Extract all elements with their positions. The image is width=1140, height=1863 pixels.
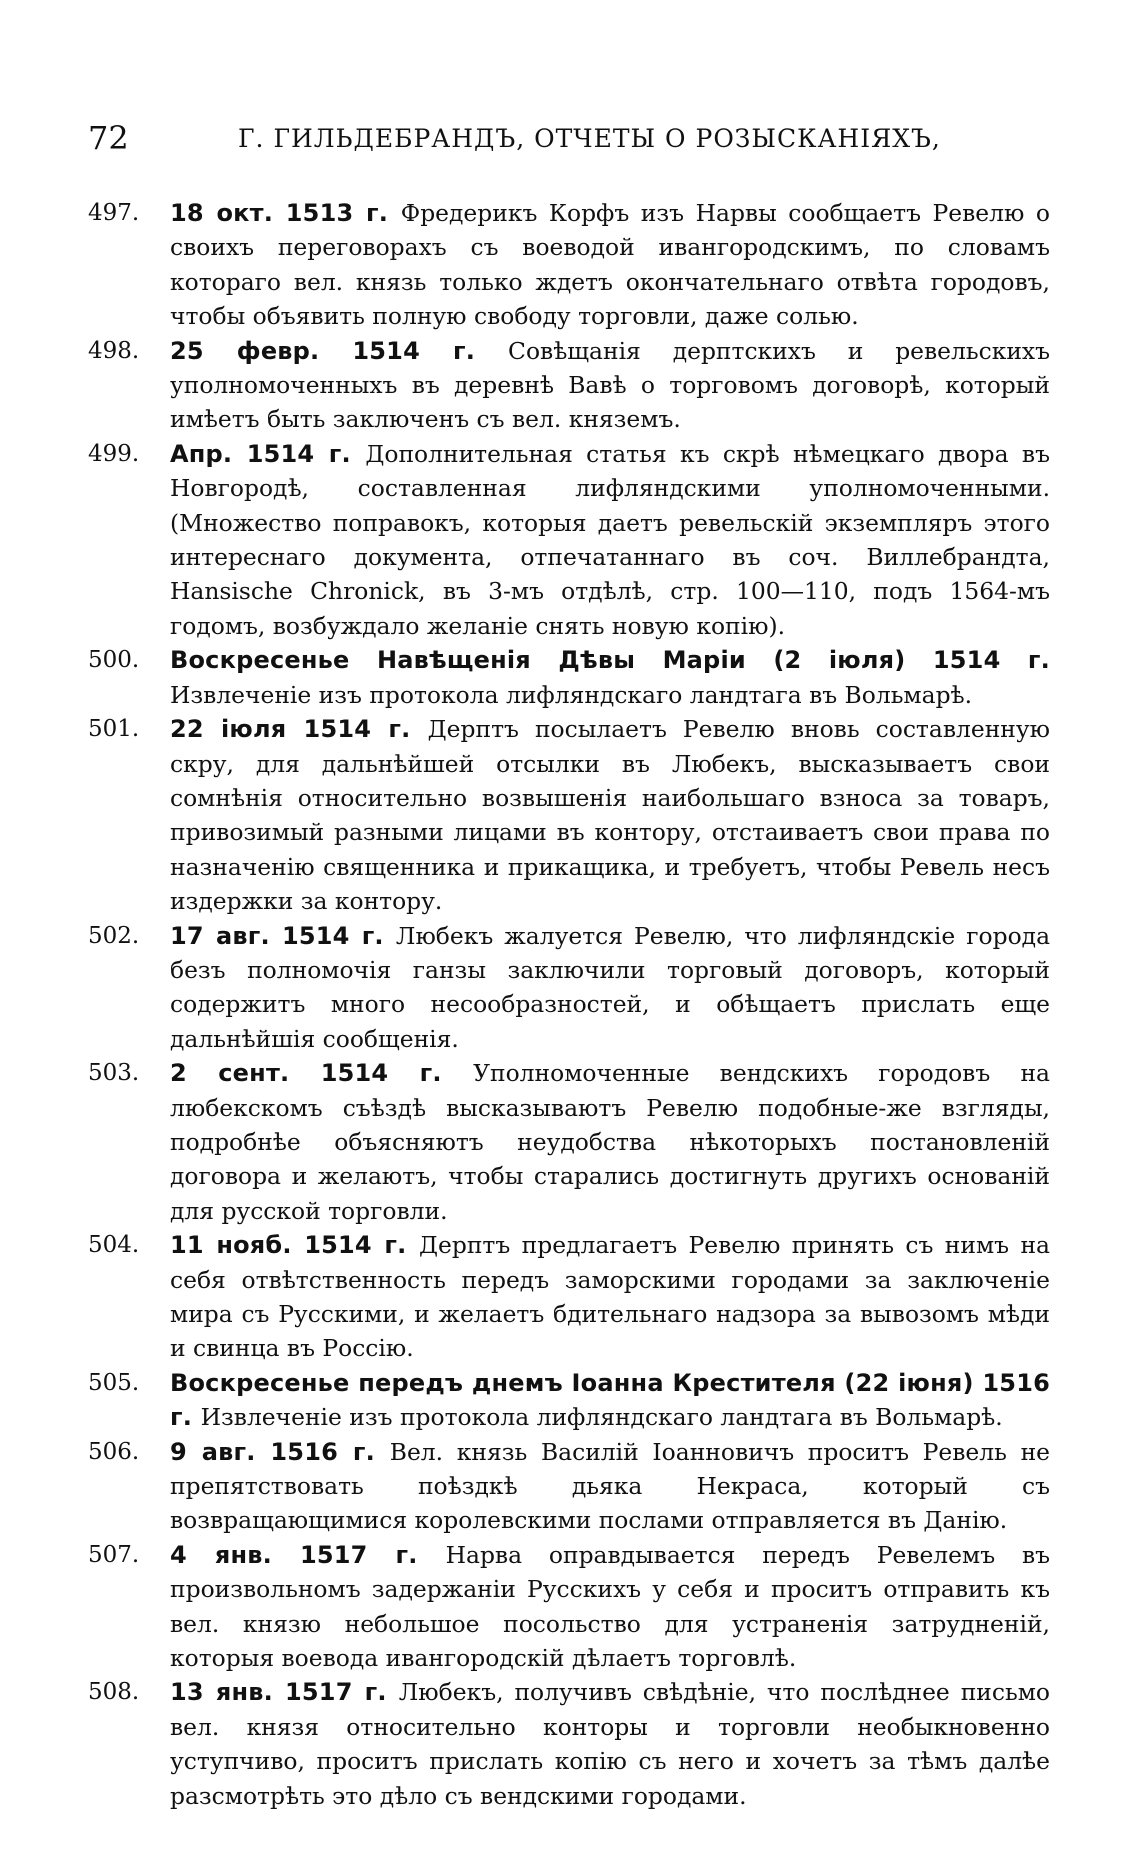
entry-date: 11 нояб. 1514 г.	[170, 1231, 419, 1260]
entry-499	[88, 437, 1050, 643]
entry-497	[88, 196, 1050, 334]
entry-text: Вел. князь Василій Іоанновичъ проситъ Ревель не препятствовать поѣздкѣ дьяка Некраса, который съ возвращающимися королевскими послами отправляется въ Данію.	[170, 1437, 1050, 1535]
entry-number: 507.	[88, 1541, 140, 1568]
entry-text: Извлеченіе изъ протокола лифляндскаго ландтага въ Вольмарѣ.	[170, 680, 973, 709]
entry-number: 502.	[88, 922, 140, 949]
entry-505	[88, 1366, 1050, 1435]
entry-date: 2 сент. 1514 г.	[170, 1059, 474, 1088]
entry-502	[88, 919, 1050, 1057]
entry-text: Дерптъ посылаетъ Ревелю вновь составленную скру, для дальнѣйшей отсылки въ Любекъ, высказываетъ свои сомнѣнія относительно возвышенія наибольшаго взноса за товаръ, привозимый разными лицами въ контору, отстаиваетъ свои права по назначенію священника и прикащика, и требуетъ, чтобы Ревель несъ издержки за контору.	[170, 715, 1050, 916]
entry-text: Любекъ жалуется Ревелю, что лифляндскіе города безъ полномочія ганзы заключили торговый договоръ, который содержитъ много несообразностей, и обѣщаетъ прислать еще дальнѣйшія сообщенія.	[170, 921, 1051, 1053]
entry-date: Воскресенье передъ днемъ Іоанна Крестителя (22 іюня) 1516 г.	[170, 1368, 1050, 1432]
entry-text: Фредерикъ Корфъ изъ Нарвы сообщаетъ Ревелю о своихъ переговорахъ съ воеводой ивангородскимъ, по словамъ котораго вел. князь только ждетъ окончательнаго отвѣта городовъ, чтобы объявить полную свободу торговли, даже солью.	[170, 199, 1050, 331]
entry-number: 501.	[88, 716, 140, 743]
page-number: 72	[88, 119, 129, 157]
entry-506	[88, 1435, 1050, 1538]
entry-date: 22 іюля 1514 г.	[170, 715, 428, 744]
entry-date: 25 февр. 1514 г.	[170, 336, 509, 365]
entry-text: Уполномоченные вендскихъ городовъ на любекскомъ съѣздѣ высказываютъ Ревелю подобные-же взгляды, подробнѣе объясняютъ неудобства нѣкоторыхъ постановленій договора и желаютъ, чтобы старались достигнуть другихъ основаній для русской торговли.	[170, 1059, 1051, 1225]
entry-number: 506.	[88, 1438, 140, 1465]
entry-number: 497.	[88, 200, 140, 226]
entry-number: 508.	[88, 1679, 140, 1706]
entry-number: 503.	[88, 1060, 140, 1087]
entry-507	[88, 1538, 1050, 1676]
entry-508	[88, 1675, 1050, 1813]
entry-number: 504.	[88, 1232, 140, 1259]
entry-date: 4 янв. 1517 г.	[170, 1540, 446, 1569]
entry-text: Нарва оправдывается передъ Ревелемъ въ произвольномъ задержаніи Русскихъ у себя и проситъ отправить къ вел. князю небольшое посольство для устраненія затрудненій, которыя воевода ивангородскій дѣлаетъ торговлѣ.	[170, 1540, 1050, 1673]
entry-text: Любекъ, получивъ свѣдѣніе, что послѣднее письмо вел. князя относительно конторы и торговли необыкновенно уступчиво, проситъ прислать копію съ него и хочетъ за тѣмъ далѣе разсмотрѣть это дѣло съ вендскими городами.	[170, 1678, 1050, 1810]
entry-list	[88, 196, 1050, 1813]
entry-text: Дерптъ предлагаетъ Ревелю принять съ нимъ на себя отвѣтственность передъ заморскими городами за заключеніе мира съ Русскими, и желаетъ бдительнаго надзора за вывозомъ мѣди и свинца въ Россію.	[170, 1231, 1050, 1363]
entry-text: Совѣщанія дерптскихъ и ревельскихъ уполномоченныхъ въ деревнѣ Вавѣ о торговомъ договорѣ, который имѣетъ быть заключенъ съ вел. княземъ.	[170, 336, 1050, 434]
running-title: Г. ГИЛЬДЕБРАНДЪ, ОТЧЕТЫ О РОЗЫСКАНІЯХЪ,	[238, 124, 941, 153]
entry-date: Апр. 1514 г.	[170, 439, 366, 468]
entry-date: 13 янв. 1517 г.	[170, 1678, 399, 1707]
entry-date: Воскресенье Навѣщенія Дѣвы Маріи (2 іюля) 1514 г.	[170, 646, 1050, 675]
entry-date: 17 авг. 1514 г.	[170, 921, 396, 950]
entry-number: 498.	[88, 337, 140, 364]
entry-504	[88, 1228, 1050, 1366]
entry-503	[88, 1056, 1050, 1228]
entry-501	[88, 712, 1050, 918]
entry-text: Дополнительная статья къ скрѣ нѣмецкаго двора въ Новгородѣ, составленная лифляндскими уполномоченными. (Множество поправокъ, которыя даетъ ревельскій экземпляръ этого интереснаго документа, отпечатаннаго въ соч. Виллебрандта, Hansische Chronick, въ 3-мъ отдѣлѣ, стр. 100—110, подъ 1564-мъ годомъ, возбуждало желаніе снять новую копію).	[170, 439, 1050, 640]
entry-498	[88, 334, 1050, 437]
entry-text: Извлеченіе изъ протокола лифляндскаго ландтага въ Вольмарѣ.	[200, 1403, 1003, 1432]
entry-number: 505.	[88, 1369, 140, 1396]
entry-500	[88, 643, 1050, 712]
entry-date: 18 окт. 1513 г.	[170, 199, 401, 227]
entry-number: 499.	[88, 440, 140, 467]
entry-date: 9 авг. 1516 г.	[170, 1437, 390, 1466]
entry-number: 500.	[88, 647, 140, 674]
running-head	[88, 118, 1050, 158]
